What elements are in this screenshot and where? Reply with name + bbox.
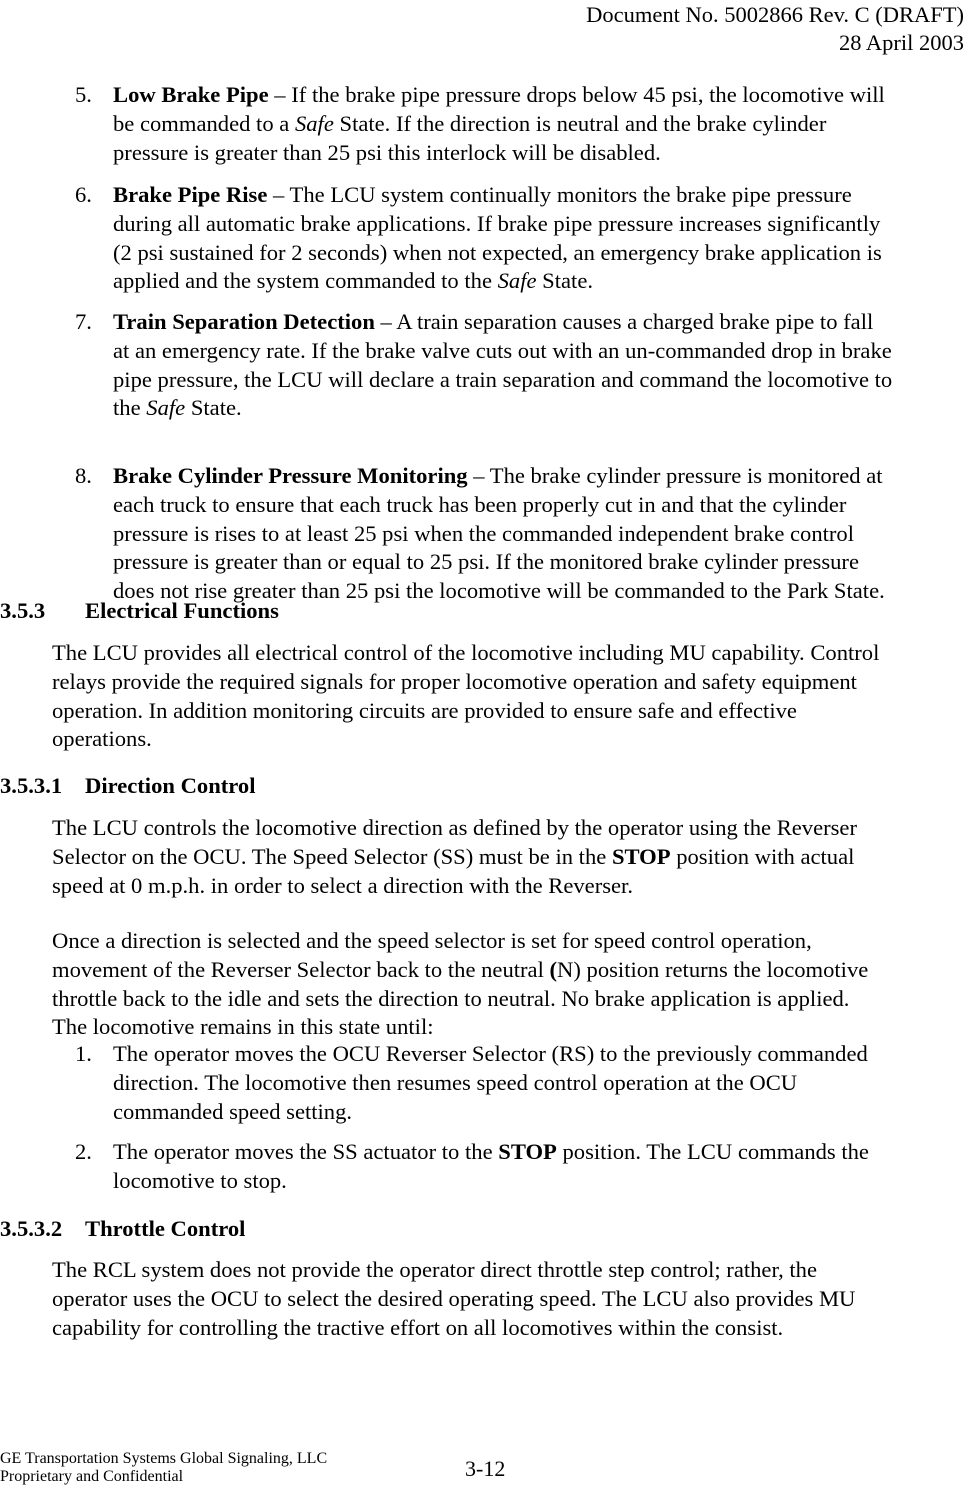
text-run: The LCU provides all electrical control of the locomotive including MU capability. Control relays provide the required signals for proper locomotive operation and safety equipment operation. In addition monitoring circuits are provided to ensure safe and effective operations.	[52, 640, 880, 752]
paragraph	[52, 1256, 855, 1342]
text-run: The RCL system does not provide the operator direct throttle step control; rather, the operator uses the OCU to select the desired operating speed. The LCU also provides MU capability for controlling the tractive effort on all locomotives within the consist.	[52, 1257, 856, 1340]
text-run: – The brake cylinder pressure is monitored at each truck to ensure that each truck has been properly cut in and that the cylinder pressure is rises to at least 25 psi when the commanded independent brake control pressure is greater than or equal to 25 psi. If the monitored brake cylinder pressure does not rise greater than 25 psi the locomotive will be commanded to the Park State.	[113, 463, 885, 604]
text-run: State. If the direction is neutral and the brake cylinder pressure is greater than 25 psi this interlock will be disabled.	[113, 110, 827, 165]
text-run: position with actual speed at 0 m.p.h. in order to select a direction with the Reverser.	[52, 843, 855, 898]
bold-text: Low Brake Pipe	[113, 82, 269, 107]
footer	[0, 1450, 327, 1486]
text-run: State.	[536, 268, 594, 294]
item-number: 7.	[75, 309, 92, 334]
item-number: 5.	[75, 82, 92, 107]
bold-text: Brake Cylinder Pressure Monitoring	[113, 463, 468, 488]
bold-text: Train Separation Detection	[113, 309, 375, 334]
section-title: Electrical Functions	[85, 598, 279, 623]
section-heading	[0, 1215, 246, 1244]
section-number: 3.5.3	[0, 598, 46, 623]
item-text	[113, 81, 885, 167]
section-number: 3.5.3.2	[0, 1216, 63, 1241]
paragraph	[52, 927, 868, 1042]
item-text	[113, 462, 885, 606]
footer-company: GE Transportation Systems Global Signaling, LLC	[0, 1450, 328, 1467]
italic-text: Safe	[294, 110, 334, 136]
item-number: 8.	[75, 463, 92, 488]
paragraph	[52, 814, 857, 900]
item-text	[113, 308, 892, 423]
item-number: 6.	[75, 182, 92, 207]
bold-text: Brake Pipe Rise	[113, 182, 268, 207]
text-run: The operator moves the SS actuator to the	[113, 1139, 499, 1164]
document-number: Document No. 5002866 Rev. C (DRAFT)	[586, 2, 964, 27]
section-heading	[0, 772, 256, 801]
section-title: Throttle Control	[85, 1216, 246, 1241]
text-run: State.	[185, 395, 242, 421]
paragraph	[52, 639, 879, 754]
document-date: 28 April 2003	[838, 30, 964, 55]
bold-text: (	[549, 956, 558, 982]
item-text	[113, 181, 882, 296]
section-heading	[0, 597, 279, 626]
text-run: Once a direction is selected and the speed selector is set for speed control operation, movement of the Reverser Selector back to the neutral	[52, 928, 812, 982]
section-title: Direction Control	[85, 773, 256, 798]
section-number: 3.5.3.1	[0, 773, 63, 798]
text-run: The operator moves the OCU Reverser Selector (RS) to the previously commanded direction. The locomotive then resumes speed control operation at the OCU commanded speed setting.	[113, 1041, 868, 1124]
footer-notice: Proprietary and Confidential	[0, 1468, 184, 1485]
bold-text: STOP	[498, 1139, 557, 1164]
item-text	[113, 1040, 868, 1126]
bold-text: STOP	[611, 843, 671, 869]
text-run: N) position returns the locomotive throttle back to the idle and sets the direction to neutral. No brake application is applied. The locomotive remains in this state until:	[52, 956, 869, 1040]
item-number: 2.	[75, 1139, 92, 1164]
text-run: – If the brake pipe pressure drops below 45 psi, the locomotive will be commanded to a	[113, 82, 885, 136]
text-run: The LCU controls the locomotive direction as defined by the operator using the Reverser Selector on the OCU. The Speed Selector (SS) must be in the	[52, 815, 857, 869]
text-run: position. The LCU commands the locomotive to stop.	[113, 1139, 869, 1193]
item-number: 1.	[75, 1041, 92, 1066]
text-run: – The LCU system continually monitors the brake pipe pressure during all automatic brake applications. If brake pipe pressure increases significantly (2 psi sustained for 2 seconds) when not expected, an emergency brake application is applied and the system commanded to the	[113, 182, 882, 294]
italic-text: Safe	[497, 268, 537, 294]
item-text	[113, 1138, 869, 1196]
text-run: – A train separation causes a charged brake pipe to fall at an emergency rate. If the brake valve cuts out with an un-commanded drop in brake pipe pressure, the LCU will declare a train separation and command the locomotive to the	[113, 309, 893, 421]
page-number: 3-12	[465, 1456, 506, 1481]
italic-text: Safe	[146, 395, 186, 421]
